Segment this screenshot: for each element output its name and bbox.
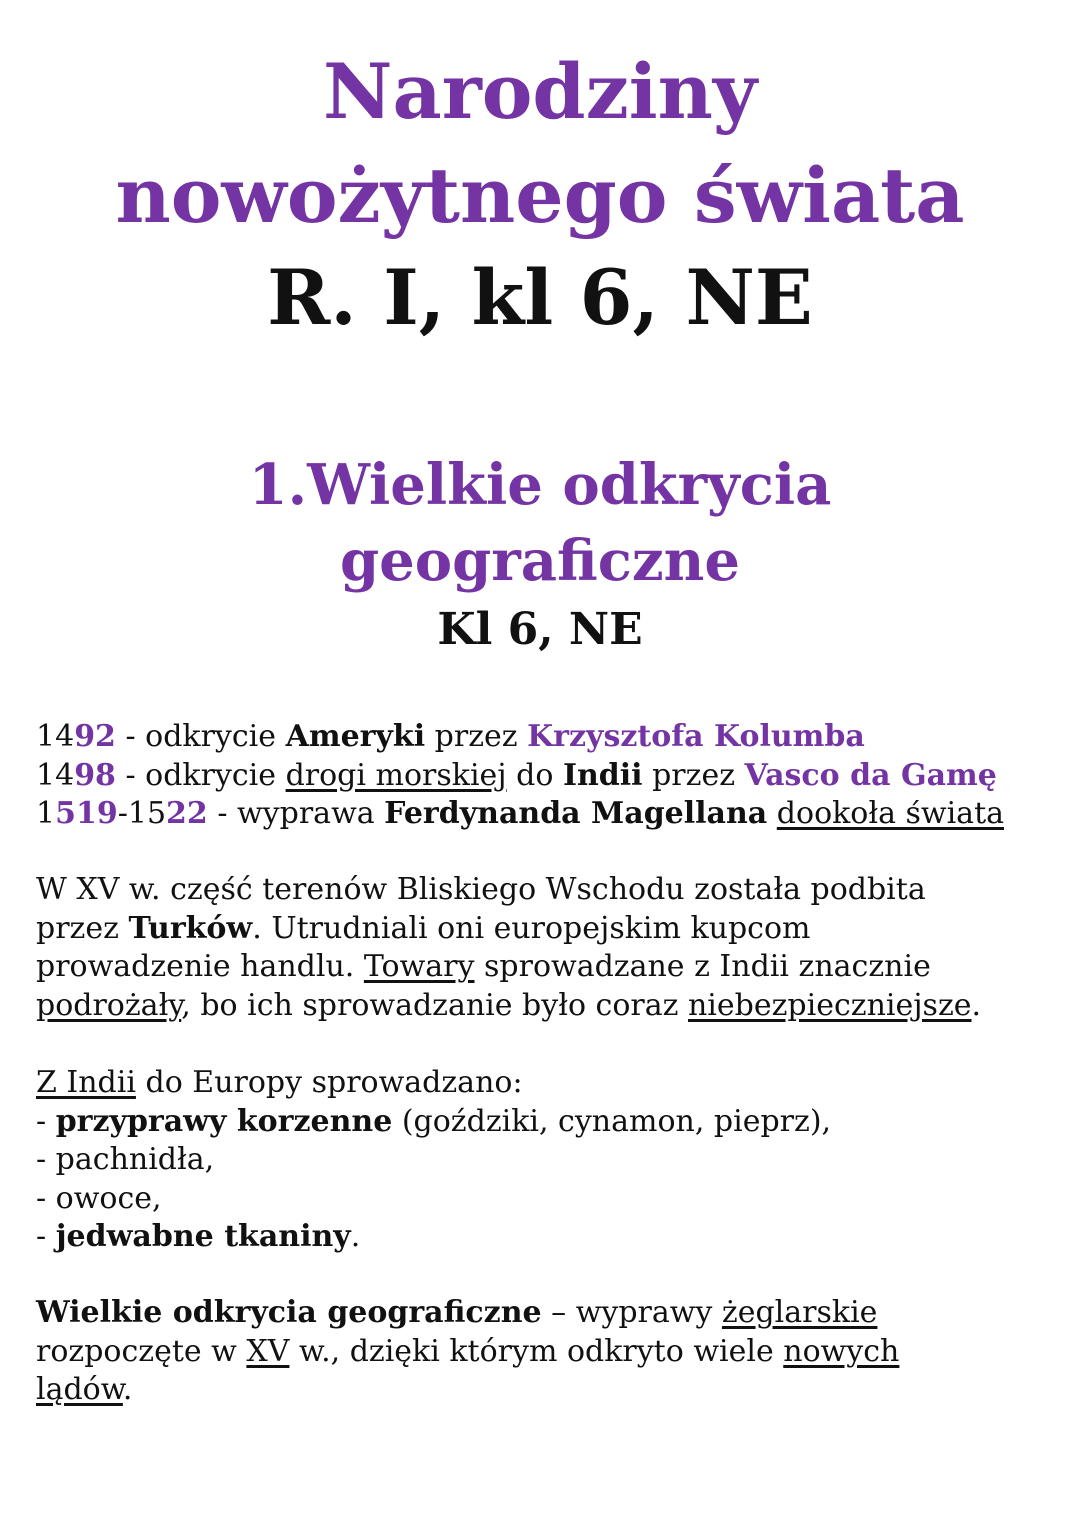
text: do Europy sprowadzano: <box>135 1065 523 1100</box>
text: , bo ich sprowadzanie było coraz <box>181 987 688 1023</box>
underlined-text: Towary <box>363 949 475 984</box>
bold-text: przyprawy korzenne <box>55 1103 393 1139</box>
event-underlined: dookoła świata <box>776 796 1005 831</box>
list-item: - pachnidła, <box>36 1142 215 1177</box>
list-item <box>36 1218 1056 1257</box>
timeline-row <box>36 718 1056 757</box>
year-suffix: 519 <box>55 796 118 831</box>
text-line <box>36 910 1056 949</box>
list-dash: - <box>36 1219 56 1254</box>
bold-text: Turków <box>128 910 253 946</box>
event-place: Ameryki <box>285 719 426 754</box>
timeline-row <box>36 757 1056 796</box>
underlined-text: XV <box>246 1333 290 1369</box>
underlined-text: niebezpieczniejsze <box>687 987 972 1023</box>
text: – wyprawy <box>541 1295 722 1330</box>
underlined-text: żeglarskie <box>721 1295 878 1330</box>
year-prefix: 14 <box>36 719 75 754</box>
list-dash: - <box>36 1103 56 1139</box>
text-line: W XV w. część terenów Bliskiego Wschodu została podbita <box>36 872 926 907</box>
text: . <box>122 1372 133 1407</box>
underlined-text: lądów <box>36 1372 123 1407</box>
bold-text: jedwabne tkaniny <box>55 1219 351 1254</box>
event-person: Ferdynanda Magellana <box>384 796 768 831</box>
event-text <box>767 796 777 831</box>
bold-text: Wielkie odkrycia geograficzne <box>36 1295 542 1330</box>
year-separator: - <box>117 796 128 831</box>
text: przez <box>36 910 129 946</box>
paragraph-turks <box>36 871 1056 1025</box>
event-text: - wyprawa <box>207 796 385 831</box>
event-person: Krzysztofa Kolumba <box>527 719 865 754</box>
event-person: Vasco da Gamę <box>744 757 997 793</box>
section-class-info: Kl 6, NE <box>437 604 643 655</box>
list-item <box>36 1103 1056 1142</box>
year-prefix: 14 <box>36 757 75 793</box>
year-suffix: 98 <box>74 757 116 793</box>
paragraph-imports <box>36 1064 1056 1257</box>
timeline-row <box>36 795 1056 834</box>
event-place: Indii <box>562 757 643 793</box>
text-line <box>36 987 1056 1026</box>
text: . Utrudniali oni europejskim kupcom <box>252 910 811 946</box>
page-title-line-2: nowożytnego świata <box>115 151 965 240</box>
year-suffix: 92 <box>74 719 116 754</box>
text: w., dzięki którym odkryto wiele <box>289 1333 784 1369</box>
text-line <box>36 948 1056 987</box>
text: . <box>971 987 982 1023</box>
text: (goździki, cynamon, pieprz), <box>392 1103 832 1139</box>
event-text: - odkrycie <box>115 757 286 793</box>
text-line <box>36 1333 1056 1372</box>
text: sprowadzane z Indii znacznie <box>474 949 931 984</box>
event-text: przez <box>425 719 528 754</box>
text-line <box>36 1064 1056 1103</box>
text: rozpoczęte w <box>36 1333 247 1369</box>
underlined-text: Z Indii <box>36 1065 136 1100</box>
event-text: do <box>506 757 563 793</box>
underlined-text: nowych <box>783 1333 900 1369</box>
list-item: - owoce, <box>36 1180 162 1216</box>
year-suffix: 22 <box>166 796 208 831</box>
page-title-class-info: R. I, kl 6, NE <box>267 253 813 342</box>
paragraph-definition <box>36 1294 1056 1410</box>
text: prowadzenie handlu. <box>36 949 364 984</box>
event-text: - odkrycie <box>115 719 286 754</box>
event-underlined: drogi morskiej <box>285 757 507 793</box>
text: . <box>350 1219 361 1254</box>
text-line <box>36 1371 1056 1410</box>
year-prefix: 1 <box>36 796 56 831</box>
page-title-line-1: Narodziny <box>322 47 758 136</box>
year-prefix: 15 <box>127 796 167 831</box>
section-title-line-2: geograficzne <box>339 528 741 594</box>
timeline <box>36 718 1056 834</box>
section-title-line-1: 1.Wielkie odkrycia <box>248 452 832 518</box>
text-line <box>36 1294 1056 1333</box>
event-text: przez <box>642 757 745 793</box>
underlined-text: podrożały <box>36 987 182 1023</box>
